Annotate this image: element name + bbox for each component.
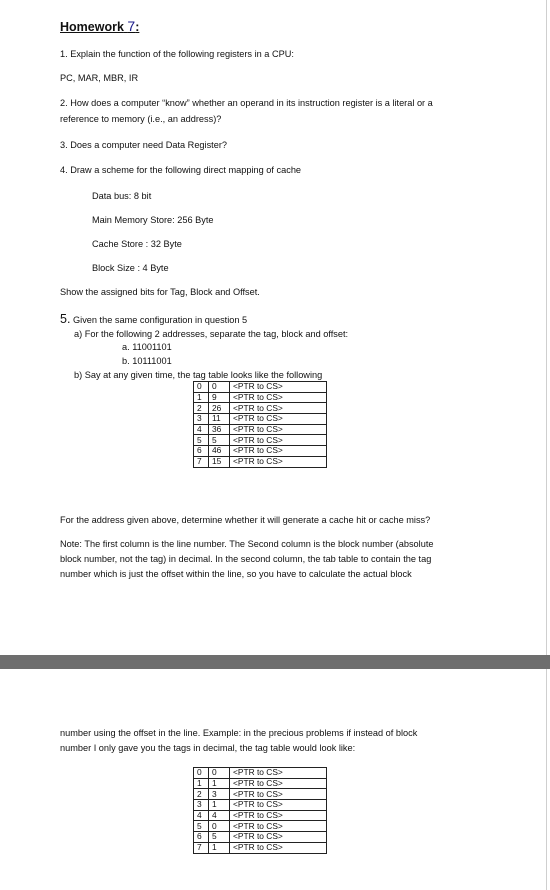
- line-number-cell: 2: [194, 789, 209, 800]
- tag-cell: 0: [209, 382, 230, 393]
- document-page-2: [0, 669, 547, 890]
- table-row: [194, 424, 327, 435]
- pointer-cell: <PTR to CS>: [230, 810, 327, 821]
- tag-table-1: [193, 381, 327, 468]
- line-number-cell: 4: [194, 810, 209, 821]
- tag-cell: 15: [209, 456, 230, 467]
- tag-cell: 36: [209, 424, 230, 435]
- table-row: [194, 382, 327, 393]
- tag-cell: 4: [209, 810, 230, 821]
- pointer-cell: <PTR to CS>: [230, 768, 327, 779]
- tag-cell: 1: [209, 842, 230, 853]
- tag-cell: 1: [209, 778, 230, 789]
- tag-cell: 11: [209, 414, 230, 425]
- note-line-1: Note: The first column is the line number. The Second column is the block number (absolute: [60, 539, 434, 549]
- pointer-cell: <PTR to CS>: [230, 821, 327, 832]
- pointer-cell: <PTR to CS>: [230, 392, 327, 403]
- pointer-cell: <PTR to CS>: [230, 456, 327, 467]
- note-line-2: block number, not the tag) in decimal. In the second column, the tab table to contain the tag: [60, 554, 432, 564]
- table-row: [194, 768, 327, 779]
- homework-number: 7: [127, 18, 136, 34]
- pointer-cell: <PTR to CS>: [230, 778, 327, 789]
- tag-cell: 1: [209, 800, 230, 811]
- page2-line-2: number I only gave you the tags in decimal, the tag table would look like:: [60, 743, 356, 753]
- line-number-cell: 2: [194, 403, 209, 414]
- address-b: b. 10111001: [122, 356, 172, 366]
- line-number-cell: 1: [194, 778, 209, 789]
- question-1: 1. Explain the function of the following registers in a CPU:: [60, 49, 294, 59]
- line-number-cell: 5: [194, 821, 209, 832]
- page-divider: [0, 655, 550, 669]
- config-cache-store: Cache Store : 32 Byte: [92, 239, 182, 249]
- tag-cell: 0: [209, 821, 230, 832]
- table-row: [194, 392, 327, 403]
- address-a: a. 11001101: [122, 342, 172, 352]
- page2-line-1: number using the offset in the line. Example: in the precious problems if instead of block: [60, 728, 418, 738]
- line-number-cell: 1: [194, 392, 209, 403]
- table-row: [194, 446, 327, 457]
- table-row: [194, 810, 327, 821]
- pointer-cell: <PTR to CS>: [230, 382, 327, 393]
- table-row: [194, 414, 327, 425]
- config-main-memory: Main Memory Store: 256 Byte: [92, 215, 214, 225]
- tag-table-2: [193, 767, 327, 854]
- tag-cell: 3: [209, 789, 230, 800]
- tag-cell: 26: [209, 403, 230, 414]
- table-row: [194, 403, 327, 414]
- tag-cell: 5: [209, 435, 230, 446]
- line-number-cell: 7: [194, 456, 209, 467]
- table-row: [194, 435, 327, 446]
- tag-cell: 5: [209, 832, 230, 843]
- question-5b: b) Say at any given time, the tag table looks like the following: [74, 370, 323, 380]
- line-number-cell: 0: [194, 768, 209, 779]
- question-4-footer: Show the assigned bits for Tag, Block and Offset.: [60, 287, 260, 297]
- line-number-cell: 4: [194, 424, 209, 435]
- tag-cell: 46: [209, 446, 230, 457]
- config-data-bus: Data bus: 8 bit: [92, 191, 152, 201]
- line-number-cell: 0: [194, 382, 209, 393]
- line-number-cell: 6: [194, 446, 209, 457]
- question-4: 4. Draw a scheme for the following direct mapping of cache: [60, 165, 302, 175]
- pointer-cell: <PTR to CS>: [230, 800, 327, 811]
- table-row: [194, 789, 327, 800]
- question-1-registers: PC, MAR, MBR, IR: [60, 73, 139, 83]
- table-row: [194, 778, 327, 789]
- pointer-cell: <PTR to CS>: [230, 832, 327, 843]
- table-row: [194, 800, 327, 811]
- pointer-cell: <PTR to CS>: [230, 446, 327, 457]
- question-5a: a) For the following 2 addresses, separate the tag, block and offset:: [74, 329, 349, 339]
- note-line-3: number which is just the offset within the line, so you have to calculate the actual block: [60, 569, 412, 579]
- question-2-line-1: 2. How does a computer “know” whether an operand in its instruction register is a literal or a: [60, 98, 433, 108]
- pointer-cell: <PTR to CS>: [230, 789, 327, 800]
- question-3: 3. Does a computer need Data Register?: [60, 140, 227, 150]
- pointer-cell: <PTR to CS>: [230, 842, 327, 853]
- homework-title: Homework 7:: [60, 18, 140, 34]
- line-number-cell: 5: [194, 435, 209, 446]
- line-number-cell: 3: [194, 800, 209, 811]
- table-row: [194, 821, 327, 832]
- table-row: [194, 456, 327, 467]
- line-number-cell: 6: [194, 832, 209, 843]
- question-2-line-2: reference to memory (i.e., an address)?: [60, 114, 222, 124]
- pointer-cell: <PTR to CS>: [230, 414, 327, 425]
- pointer-cell: <PTR to CS>: [230, 424, 327, 435]
- tag-cell: 9: [209, 392, 230, 403]
- line-number-cell: 3: [194, 414, 209, 425]
- table-row: [194, 842, 327, 853]
- tag-cell: 0: [209, 768, 230, 779]
- line-number-cell: 7: [194, 842, 209, 853]
- question-5: 5. Given the same configuration in question 5: [60, 312, 248, 326]
- config-block-size: Block Size : 4 Byte: [92, 263, 169, 273]
- pointer-cell: <PTR to CS>: [230, 403, 327, 414]
- pointer-cell: <PTR to CS>: [230, 435, 327, 446]
- question-5-hit-miss: For the address given above, determine whether it will generate a cache hit or cache miss?: [60, 515, 431, 525]
- table-row: [194, 832, 327, 843]
